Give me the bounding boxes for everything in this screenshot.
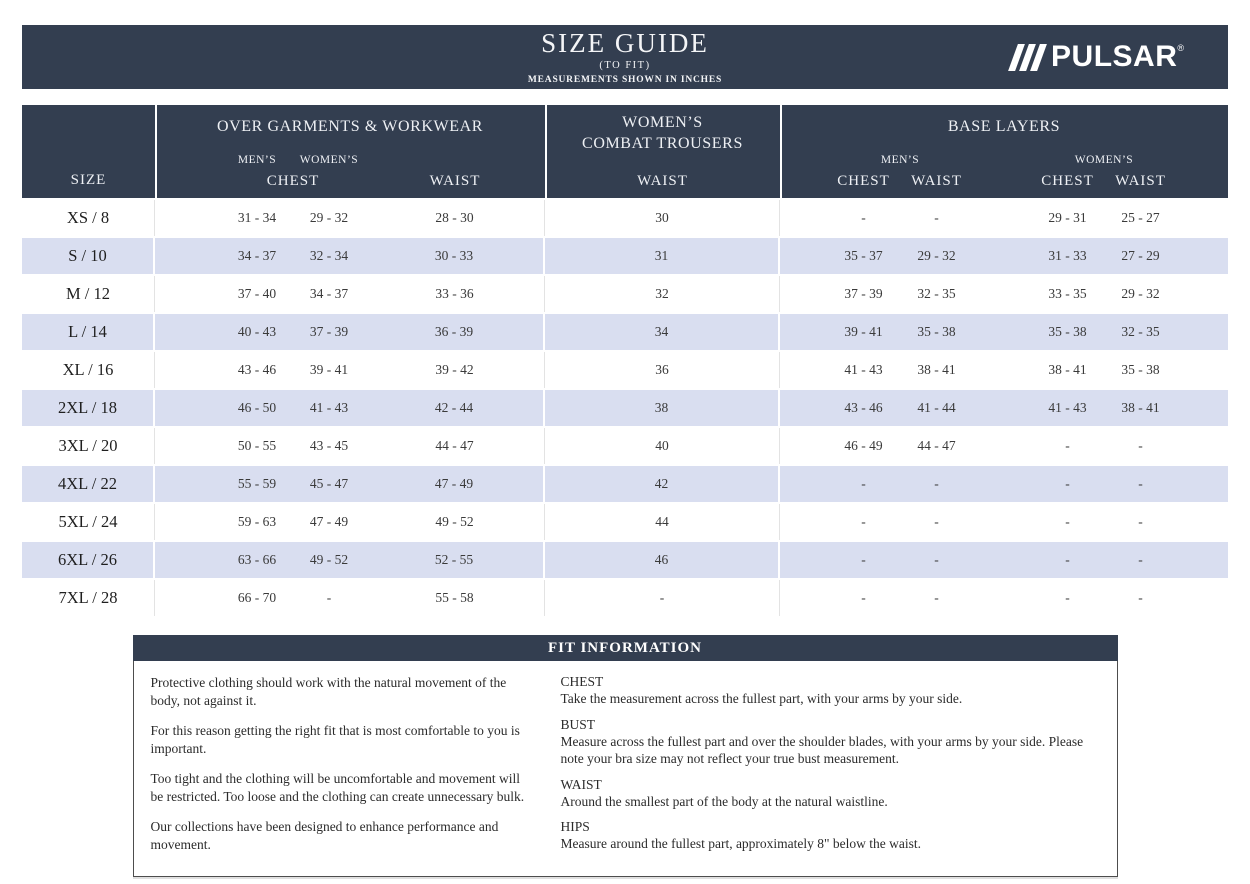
bl-womens-chest-cell: 33 - 35 (1048, 286, 1087, 301)
combat-waist-column-header: WAIST (637, 172, 688, 189)
og-womens-chest-cell: 47 - 49 (309, 514, 349, 529)
combat-waist-cell: 32 (545, 276, 780, 312)
og-womens-chest-cell: 49 - 52 (309, 552, 349, 567)
og-waist-cell: 42 - 44 (365, 390, 545, 426)
bl-mens-waist-cell: - (934, 476, 939, 491)
og-chest-column-header: CHEST (266, 172, 320, 189)
fit-paragraph: Too tight and the clothing will be uncomfortable and movement will be restricted. Too loose and the clothing can create unnecessary bulk. (150, 770, 525, 804)
size-cell: 7XL / 28 (22, 580, 155, 616)
size-cell: 5XL / 24 (22, 504, 155, 540)
bl-mens-waist-cell: 32 - 35 (917, 286, 956, 301)
combat-title-line1: WOMEN’S (622, 114, 703, 131)
bl-mens-chest-column-header: CHEST (837, 172, 890, 189)
bl-mens-chest-cell: - (861, 552, 866, 567)
og-womens-chest-cell: 32 - 34 (309, 248, 349, 263)
bl-womens-waist-cell: - (1138, 552, 1143, 567)
page-subtitle: (TO FIT) (599, 59, 651, 71)
combat-waist-cell: 36 (545, 352, 780, 388)
size-table-header (22, 105, 1228, 198)
size-column-header: SIZE (70, 172, 107, 188)
bl-mens-waist-cell: 38 - 41 (917, 362, 956, 377)
fit-definition (561, 674, 1101, 708)
og-womens-chest-cell: 37 - 39 (309, 324, 349, 339)
table-row (22, 540, 1228, 578)
table-row (22, 236, 1228, 274)
og-waist-cell: 44 - 47 (365, 428, 545, 464)
fit-term: HIPS (560, 819, 590, 835)
header-divider (780, 105, 782, 198)
bl-womens-chest-cell: 31 - 33 (1048, 248, 1087, 263)
fit-term: CHEST (560, 674, 604, 689)
bl-mens-waist-cell: - (934, 590, 939, 605)
bl-womens-waist-cell: - (1138, 514, 1143, 529)
bl-womens-waist-cell: 29 - 32 (1121, 286, 1160, 301)
table-row (22, 198, 1228, 236)
header-divider (545, 105, 547, 198)
bl-womens-label: WOMEN’S (1074, 153, 1134, 166)
bl-mens-waist-cell: 44 - 47 (917, 438, 956, 453)
og-mens-label: MEN’S (237, 153, 277, 166)
size-cell: XL / 16 (22, 352, 155, 388)
fit-definitions (561, 674, 1101, 866)
bl-mens-waist-cell: 29 - 32 (917, 248, 956, 263)
og-womens-chest-cell: 29 - 32 (309, 210, 349, 225)
bl-mens-waist-column-header: WAIST (911, 172, 962, 189)
size-cell: L / 14 (22, 314, 155, 350)
combat-waist-cell: 44 (545, 504, 780, 540)
bl-mens-label: MEN’S (880, 153, 920, 166)
combat-waist-cell: 34 (545, 314, 780, 350)
registered-mark: ® (1177, 43, 1184, 53)
combat-waist-cell: 30 (545, 200, 780, 236)
bl-mens-chest-cell: 41 - 43 (844, 362, 883, 377)
og-mens-chest-cell: 40 - 43 (237, 324, 277, 339)
pulsar-logo (1013, 42, 1184, 72)
fit-term: WAIST (560, 776, 602, 792)
bl-womens-waist-cell: 32 - 35 (1121, 324, 1160, 339)
og-womens-label: WOMEN’S (299, 153, 359, 166)
og-waist-cell: 28 - 30 (365, 200, 545, 236)
logo-slashes-icon (1008, 44, 1047, 71)
table-row (22, 426, 1228, 464)
combat-title-line2: COMBAT TROUSERS (582, 134, 743, 152)
og-womens-chest-cell: 43 - 45 (309, 438, 349, 453)
bl-womens-chest-cell: 35 - 38 (1048, 324, 1087, 339)
bl-womens-waist-cell: - (1138, 438, 1143, 453)
og-waist-cell: 36 - 39 (365, 314, 545, 350)
fit-information-body (133, 661, 1118, 877)
bl-mens-waist-cell: - (934, 514, 939, 529)
og-mens-chest-cell: 63 - 66 (237, 552, 277, 567)
og-waist-cell: 55 - 58 (365, 580, 545, 616)
bl-womens-chest-cell: 41 - 43 (1048, 400, 1087, 415)
table-row (22, 388, 1228, 426)
og-mens-chest-cell: 37 - 40 (237, 286, 277, 301)
header-banner (22, 25, 1228, 89)
fit-term-description: Measure around the fullest part, approximately 8" below the waist. (560, 836, 922, 852)
header-divider (155, 105, 157, 198)
fit-paragraph: Our collections have been designed to enhance performance and movement. (150, 818, 499, 852)
bl-womens-waist-cell: 25 - 27 (1121, 210, 1160, 225)
fit-paragraph: For this reason getting the right fit that is most comfortable to you is important. (150, 722, 520, 756)
og-mens-chest-cell: 66 - 70 (237, 590, 277, 605)
og-mens-chest-cell: 43 - 46 (237, 362, 277, 377)
combat-waist-cell: 38 (545, 390, 780, 426)
bl-mens-waist-cell: 35 - 38 (917, 324, 956, 339)
og-waist-cell: 47 - 49 (365, 466, 545, 502)
size-table-body (22, 198, 1228, 616)
bl-womens-chest-cell: 38 - 41 (1048, 362, 1087, 377)
table-row (22, 502, 1228, 540)
og-waist-cell: 49 - 52 (365, 504, 545, 540)
fit-term-description: Measure across the fullest part and over the shoulder blades, with your arms by your side. Please note your bra size may not reflect your true bust measurement. (560, 733, 1084, 767)
og-womens-chest-cell: 45 - 47 (309, 476, 349, 491)
og-waist-column-header: WAIST (429, 172, 481, 189)
bl-womens-waist-cell: 38 - 41 (1121, 400, 1160, 415)
og-waist-cell: 39 - 42 (365, 352, 545, 388)
brand-name: PULSAR (1051, 40, 1178, 73)
og-mens-chest-cell: 55 - 59 (237, 476, 277, 491)
og-waist-cell: 52 - 55 (365, 542, 545, 578)
bl-mens-chest-cell: 43 - 46 (844, 400, 883, 415)
fit-definition (561, 717, 1101, 768)
size-cell: XS / 8 (22, 200, 155, 236)
fit-paragraphs (151, 674, 529, 866)
combat-waist-cell: 46 (545, 542, 780, 578)
bl-mens-chest-cell: 35 - 37 (844, 248, 883, 263)
og-mens-chest-cell: 59 - 63 (237, 514, 277, 529)
size-cell: M / 12 (22, 276, 155, 312)
bl-mens-waist-cell: - (934, 210, 939, 225)
size-cell: 3XL / 20 (22, 428, 155, 464)
combat-waist-cell: 42 (545, 466, 780, 502)
fit-term: BUST (560, 716, 596, 732)
bl-womens-chest-cell: - (1065, 514, 1070, 529)
bl-womens-waist-cell: - (1138, 590, 1143, 605)
bl-womens-chest-cell: 29 - 31 (1048, 210, 1087, 225)
bl-mens-chest-cell: 46 - 49 (844, 438, 883, 453)
fit-information-title: FIT INFORMATION (133, 635, 1118, 661)
og-waist-cell: 30 - 33 (365, 238, 545, 274)
og-womens-chest-cell: 39 - 41 (309, 362, 349, 377)
combat-waist-cell: 31 (545, 238, 780, 274)
bl-mens-chest-cell: 37 - 39 (844, 286, 883, 301)
bl-mens-chest-cell: - (861, 514, 866, 529)
combat-trousers-group-header (545, 105, 780, 170)
bl-womens-waist-column-header: WAIST (1115, 172, 1166, 189)
og-womens-chest-cell: - (326, 590, 332, 605)
bl-mens-chest-cell: 39 - 41 (844, 324, 883, 339)
bl-mens-chest-cell: - (861, 476, 866, 491)
table-row (22, 464, 1228, 502)
bl-mens-chest-cell: - (861, 210, 866, 225)
over-garments-group-header: OVER GARMENTS & WORKWEAR (216, 118, 484, 135)
measurement-note: MEASUREMENTS SHOWN IN INCHES (527, 74, 723, 85)
og-womens-chest-cell: 34 - 37 (309, 286, 349, 301)
combat-waist-cell: - (545, 580, 780, 616)
bl-womens-chest-cell: - (1065, 438, 1070, 453)
og-mens-chest-cell: 50 - 55 (237, 438, 277, 453)
bl-womens-chest-cell: - (1065, 590, 1070, 605)
og-mens-chest-cell: 31 - 34 (237, 210, 277, 225)
og-mens-chest-cell: 34 - 37 (237, 248, 277, 263)
size-cell: 4XL / 22 (22, 466, 155, 502)
base-layers-group-header: BASE LAYERS (947, 118, 1061, 135)
fit-information-section (133, 635, 1118, 877)
bl-womens-chest-column-header: CHEST (1041, 172, 1094, 189)
bl-mens-waist-cell: - (934, 552, 939, 567)
og-mens-chest-cell: 46 - 50 (237, 400, 277, 415)
fit-term-description: Take the measurement across the fullest part, with your arms by your side. (560, 691, 963, 706)
og-waist-cell: 33 - 36 (365, 276, 545, 312)
bl-womens-chest-cell: - (1065, 476, 1070, 491)
fit-definition (561, 777, 1101, 811)
combat-waist-cell: 40 (545, 428, 780, 464)
table-row (22, 578, 1228, 616)
page-title: SIZE GUIDE (541, 27, 709, 58)
bl-womens-waist-cell: - (1138, 476, 1143, 491)
size-cell: S / 10 (22, 238, 155, 274)
fit-paragraph: Protective clothing should work with the natural movement of the body, not against it. (150, 675, 507, 708)
fit-definition (561, 819, 1101, 853)
og-womens-chest-cell: 41 - 43 (309, 400, 349, 415)
fit-term-description: Around the smallest part of the body at the natural waistline. (560, 793, 888, 809)
bl-womens-waist-cell: 27 - 29 (1121, 248, 1160, 263)
size-cell: 2XL / 18 (22, 390, 155, 426)
bl-mens-waist-cell: 41 - 44 (917, 400, 956, 415)
table-row (22, 274, 1228, 312)
bl-womens-waist-cell: 35 - 38 (1121, 362, 1160, 377)
bl-mens-chest-cell: - (861, 590, 866, 605)
table-row (22, 312, 1228, 350)
size-cell: 6XL / 26 (22, 542, 155, 578)
bl-womens-chest-cell: - (1065, 552, 1070, 567)
table-row (22, 350, 1228, 388)
